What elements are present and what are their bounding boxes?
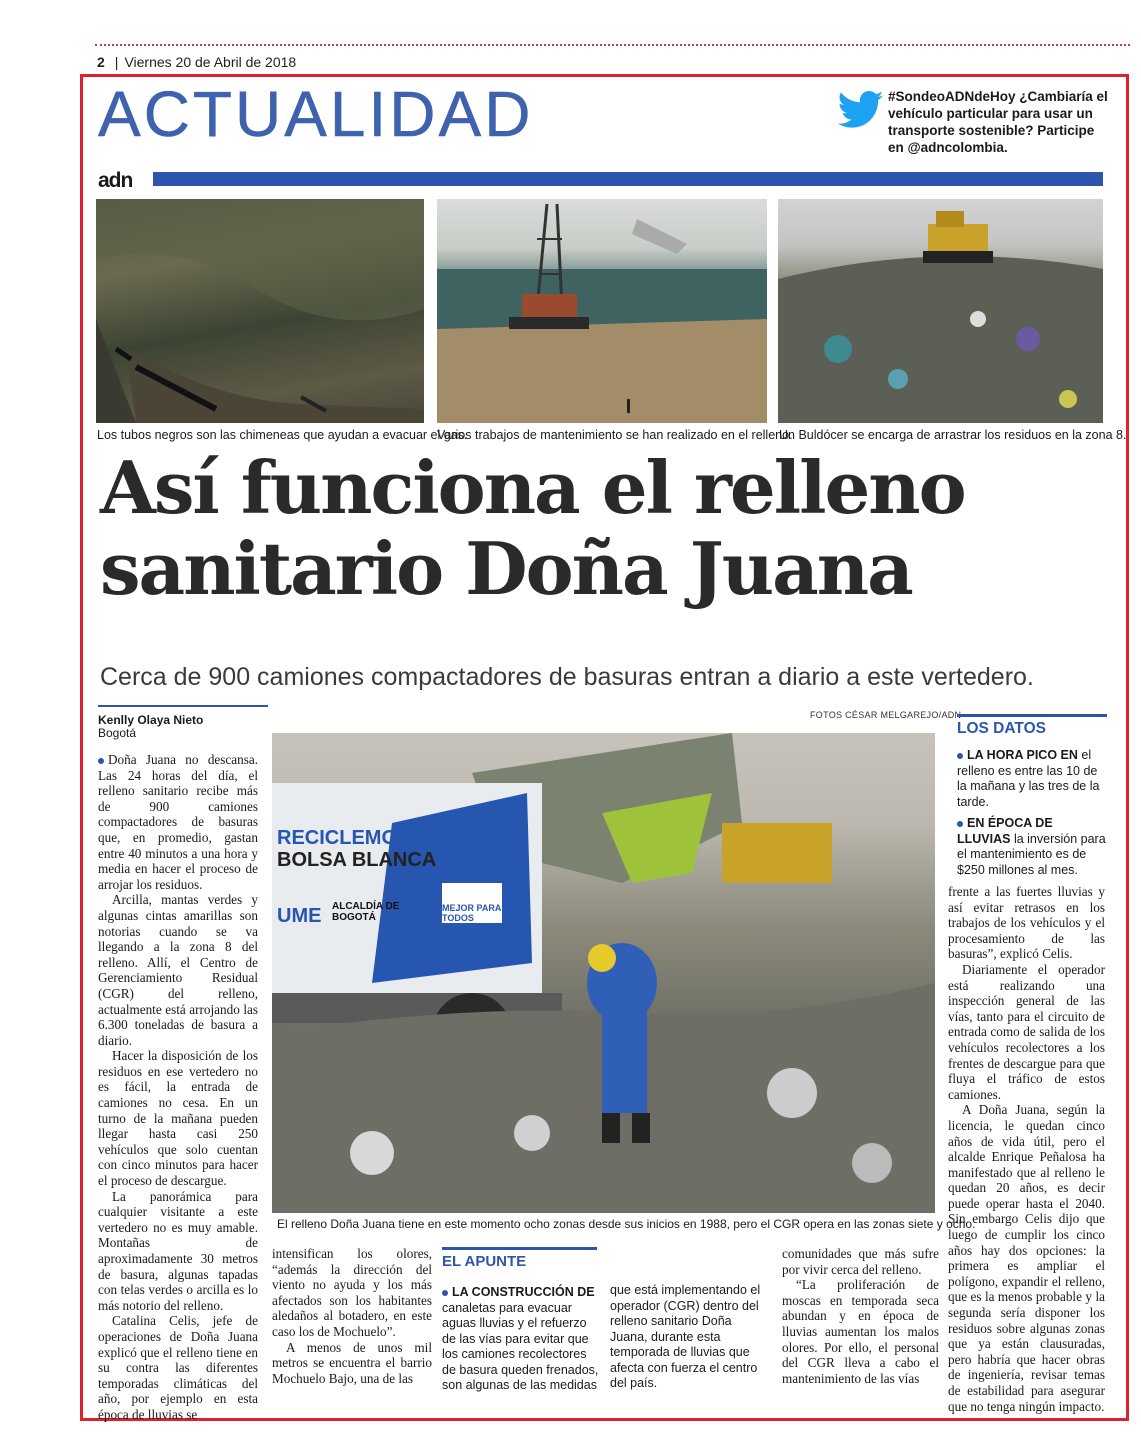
headline-line-1: Así funciona el relleno — [100, 445, 965, 530]
page-header: 2 | Viernes 20 de Abril de 2018 — [97, 54, 297, 70]
headline — [100, 445, 1110, 611]
datos-title: LOS DATOS — [957, 714, 1107, 738]
paragraph: A Doña Juana, según la licencia, le quedan cinco años de vida útil, pero el alcalde Enrique Peñalosa ha manifestado que al relleno le quedan 20 años, es decir puede operar hasta el 2040. Sin embargo Celis dijo que luego de cumplir los cinco años hay dos opciones: la primera es ampliar el polígono, expandir el relleno, que es la menos probable y la segunda sería disponer los residuos sobre algunas zonas que ya están clausuradas, pero habría que hacer obras de ingeniería, revisar temas de estabilidad para asegurar que no tenga ningún impacto. — [948, 1102, 1105, 1414]
adn-logo: adn — [98, 169, 133, 192]
apunte-text-2: que está implementando el operador (CGR) dentro del relleno sanitario Doña Juana, durante esta temporada de lluvias que afecta con fuerza el centro del país. — [610, 1283, 761, 1390]
twitter-poll-text: #SondeoADNdeHoy ¿Cambiaría el vehículo particular para usar un transporte sostenible? Participe en @adncolombia. — [888, 89, 1108, 155]
photo-bulldozer — [778, 199, 1103, 423]
photo-maintenance-crane — [437, 199, 767, 423]
paragraph: frente a las fuertes lluvias y así evitar retrasos en los trabajos de los vehículos y el procesamiento de las basuras”, explicó Celis. — [948, 884, 1105, 962]
photo-credit: FOTOS CÉSAR MELGAREJO/ADN — [810, 710, 962, 720]
photo-caption-2: Varios trabajos de mantenimiento se han realizado en el relleno. — [437, 428, 793, 442]
section-bar — [153, 172, 1103, 186]
headline-line-2: sanitario Doña Juana — [100, 525, 912, 611]
truck-ume: UME — [277, 905, 322, 927]
issue-date: Viernes 20 de Abril de 2018 — [124, 54, 297, 70]
apunte-text-1: LA CONSTRUCCIÓN DE canaletas para evacuar aguas lluvias y el refuerzo de las vías para evitar que los camiones recolectores de basura queden frenados, son algunas de las medidas — [442, 1285, 599, 1392]
paragraph: Arcilla, mantas verdes y algunas cintas amarillas son notorias cuando se va llegando a la zona 8 del relleno. Allí, el Centro de Gerenciamiento Residual (CGR) del relleno, actualmente está arrojando las 6.300 toneladas de basura a diario. — [98, 892, 258, 1048]
photo-caption-1: Los tubos negros son las chimeneas que ayudan a evacuar el gas. — [97, 428, 468, 442]
paragraph: A menos de unos mil metros se encuentra el barrio Mochuelo Bajo, una de las — [272, 1339, 432, 1386]
datos-box — [957, 748, 1107, 884]
article-column-4 — [782, 1246, 939, 1386]
paragraph: comunidades que más sufre por vivir cerca del relleno. — [782, 1246, 939, 1277]
truck-mejor: MEJOR PARA TODOS — [442, 903, 502, 923]
datos-item: LA HORA PICO EN el relleno es entre las 10 de la mañana y las tres de la tarde. — [957, 748, 1100, 809]
bullet-dot — [98, 758, 104, 764]
top-dotted-rule — [95, 44, 1130, 46]
paragraph: Doña Juana no descansa. Las 24 horas del día, el relleno sanitario recibe más de 900 camiones compactadores de basuras que, en promedio, gastan entre 40 minutos a una hora y media en hacer el proceso de arrojar los residuos. — [98, 752, 258, 892]
section-title: ACTUALIDAD — [98, 78, 534, 150]
truck-text: RECICLEMOS BOLSA BLANCA — [277, 827, 437, 871]
article-column-5 — [948, 884, 1105, 1414]
dateline-city: Bogotá — [98, 726, 137, 740]
paragraph: “La proliferación de moscas en temporada seca abundan y en época de lluvias aumentan los malos olores. Por ello, el personal del CGR lleva a cabo el mantenimiento de las vías — [782, 1277, 939, 1386]
truck-alcaldia: ALCALDÍA DE BOGOTÁ — [332, 901, 400, 923]
article-column-2 — [272, 1246, 432, 1386]
main-photo-landfill-truck — [272, 733, 935, 1213]
twitter-bird-icon — [838, 90, 884, 130]
byline-rule — [98, 705, 268, 707]
paragraph: La panorámica para cualquier visitante a este vertedero no es muy amable. Montañas de aproximadamente 30 metros de basura, algunas tapadas con telas verdes o arcilla es lo más notorio del relleno. — [98, 1188, 258, 1313]
page-number: 2 — [97, 54, 105, 70]
photo-gas-chimneys — [96, 199, 424, 423]
article-column-1 — [98, 752, 258, 1423]
paragraph: intensifican los olores, “además la dirección del viento no ayuda y los más afectados son los habitantes aledaños al botadero, en este caso los de Mochuelo”. — [272, 1246, 432, 1339]
paragraph: Hacer la disposición de los residuos en ese vertedero no es fácil, la entrada de camiones no cesa. En un turno de la mañana pueden llegar hasta casi 250 vehículos que solo cuentan con cinco minutos para hacer el proceso de descargue. — [98, 1048, 258, 1189]
main-photo-caption: El relleno Doña Juana tiene en este momento ocho zonas desde sus inicios en 1988, pero el CGR opera en las zonas siete y ocho. — [277, 1217, 976, 1231]
paragraph: Catalina Celis, jefe de operaciones de Doña Juana explicó que el relleno tiene en su contra las diferentes temporadas climáticas del año, por ejemplo en esta época de lluvias se — [98, 1313, 258, 1422]
subheadline: Cerca de 900 camiones compactadores de basuras entran a diario a este vertedero. — [100, 663, 1034, 691]
author-name: Kenlly Olaya Nieto — [98, 713, 204, 727]
datos-item: EN ÉPOCA DE LLUVIAS la inversión para el mantenimiento es de $250 millones al mes. — [957, 816, 1106, 877]
apunte-title: EL APUNTE — [442, 1247, 597, 1270]
photo-caption-3: Un Buldócer se encarga de arrastrar los residuos en la zona 8. — [779, 428, 1127, 442]
paragraph: Diariamente el operador está realizando una inspección general de las vías, tanto para el circuito de entrada como de salida de los vehículos recolectores a los frentes de descargue para que fluya el tráfico de estos camiones. — [948, 961, 1105, 1102]
